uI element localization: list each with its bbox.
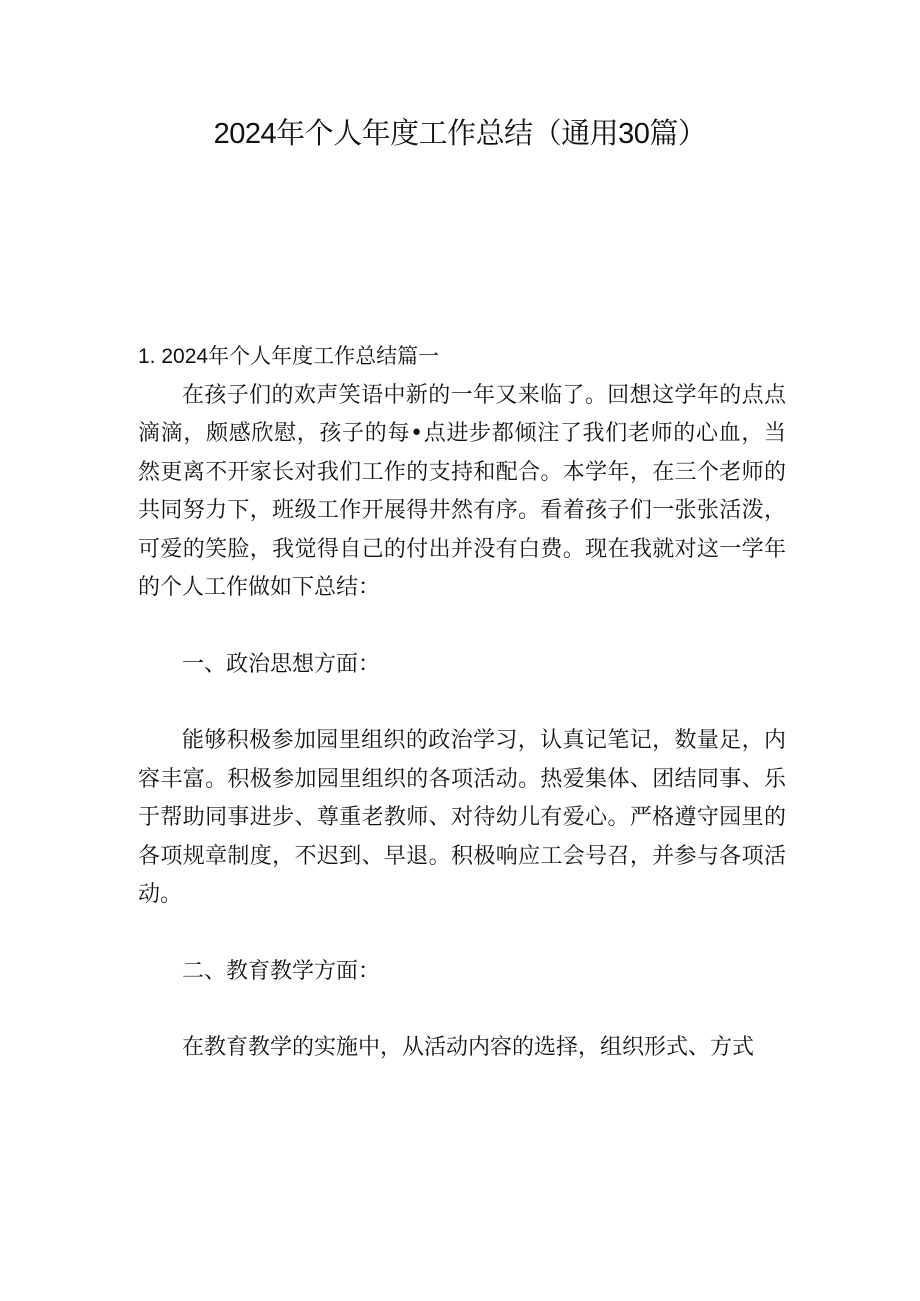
paragraph-politics: 能够积极参加园里组织的政治学习，认真记笔记，数量足，内容丰富。积极参加园里组织的各项活动。热爱集体、团结同事、乐于帮助同事进步、尊重老教师、对待幼儿有爱心。严格遵守园里的各项规章制度，不迟到、早退。积极响应工会号召，并参与各项活动。	[138, 728, 786, 907]
paragraph-teaching: 在教育教学的实施中，从活动内容的选择，组织形式、方式	[182, 1035, 755, 1060]
subheading-politics: 一、政治思想方面：	[182, 651, 381, 677]
paragraph-intro: 在孩子们的欢声笑语中新的一年又来临了。回想这学年的点点滴滴，颇感欣慰，孩子的每•点进步都倾注了我们老师的心血，当然更离不开家长对我们工作的支持和配合。本学年，在三个老师的共同努力下，班级工作开展得井然有序。看着孩子们一张张活泼，可爱的笑脸，我觉得自己的付出并没有白费。现在我就对这一学年的个人工作做如下总结：	[138, 382, 786, 600]
section-heading: 1. 2024年个人年度工作总结篇一	[138, 345, 440, 368]
document-title: 2024年个人年度工作总结（通用30篇）	[213, 118, 707, 150]
subheading-teaching: 二、教育教学方面：	[182, 958, 381, 984]
document-body	[138, 338, 786, 1068]
